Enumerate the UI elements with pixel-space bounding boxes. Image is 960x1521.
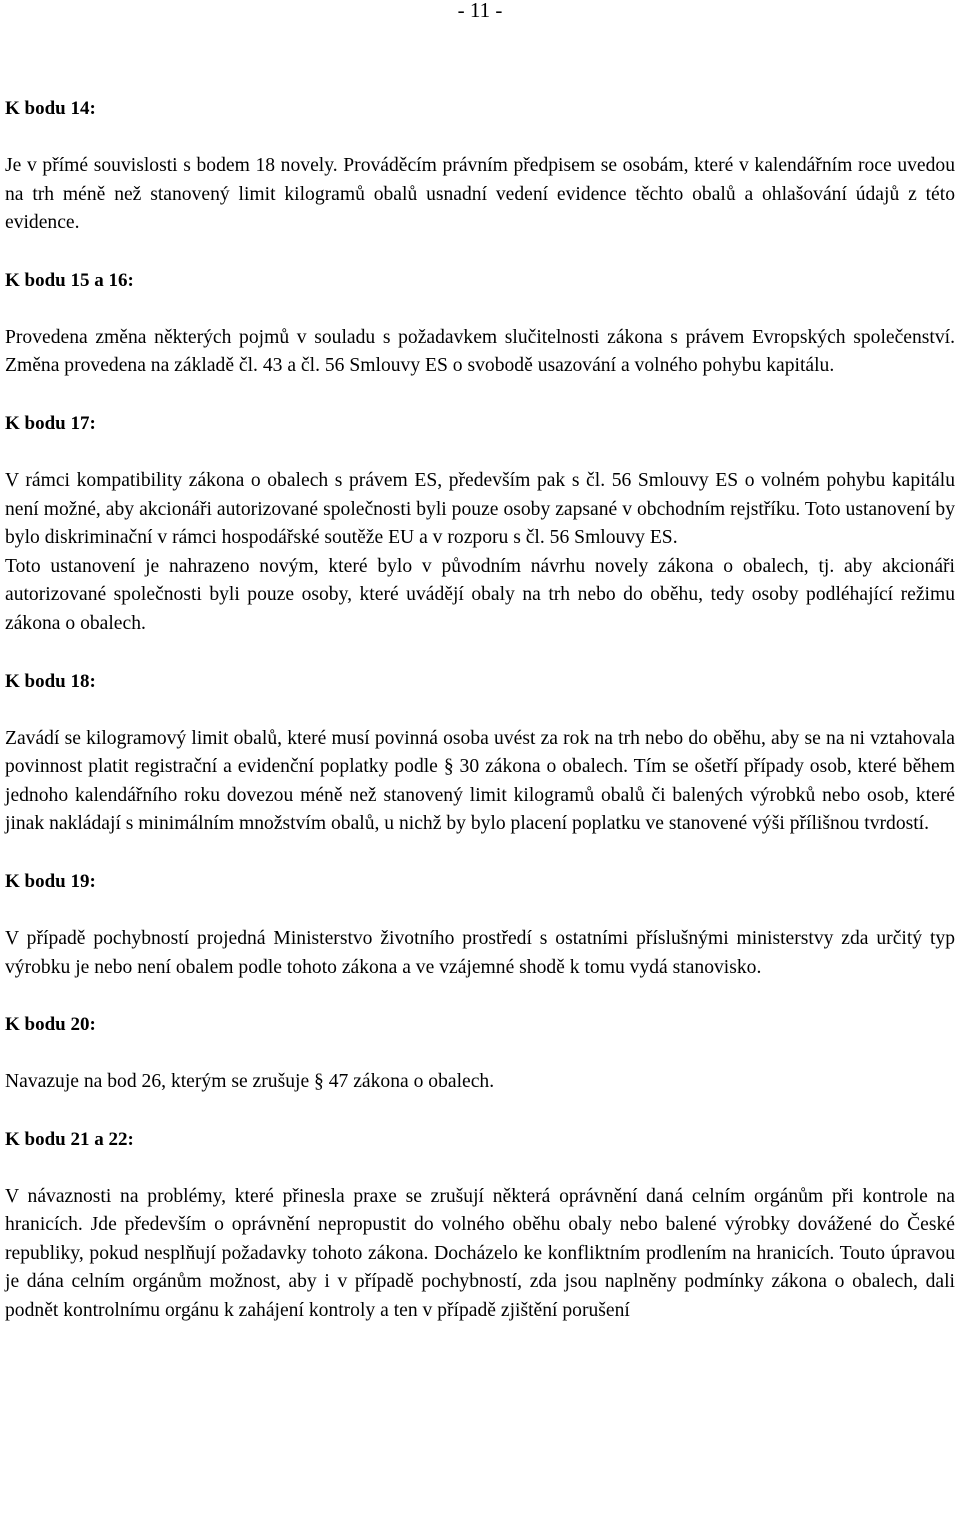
section-paragraph: Navazuje na bod 26, kterým se zrušuje § 47 zákona o obalech. (5, 1071, 495, 1093)
section-bod-15-16 (5, 267, 955, 381)
section-bod-19 (5, 868, 955, 982)
section-paragraph: Zavádí se kilogramový limit obalů, které musí povinná osoba uvést za rok na trh nebo do oběhu, aby se na ni vztahovala povinnost platit registrační a evidenční poplatky podle § 30 zákona o obalech. Tím se ošetří případy osob, které během jednoho kalendářního roku dovezou méně než stanovený limit kilogramů obalů či balených výrobků nebo osob, které jinak nakládají s minimálním množstvím obalů, u nichž by bylo placení poplatku ve stanovené výši přílišnou tvrdostí. (5, 727, 955, 835)
section-bod-17 (5, 410, 955, 639)
section-paragraph: Je v přímé souvislosti s bodem 18 novely. Prováděcím právním předpisem se osobám, které v kalendářním roce uvedou na trh méně než stanovený limit kilogramů obalů usnadní vedení evidence těchto obalů a ohlašování údajů z této evidence. (5, 155, 955, 234)
section-bod-14 (5, 95, 955, 238)
section-paragraph: V rámci kompatibility zákona o obalech s právem ES, především pak s čl. 56 Smlouvy ES o volném pohybu kapitálu není možné, aby akcionáři autorizované společnosti byli pouze osoby zapsané v obchodním rejstříku. Toto ustanovení by bylo diskriminační v rámci hospodářské soutěže EU a v rozporu s čl. 56 Smlouvy ES. (5, 469, 955, 549)
section-heading: K bodu 21 a 22: (5, 1128, 134, 1150)
section-bod-18 (5, 668, 955, 839)
section-bod-20 (5, 1011, 955, 1097)
section-paragraph: Provedena změna některých pojmů v souladu s požadavkem slučitelnosti zákona s právem Evropských společenství. Změna provedena na základě čl. 43 a čl. 56 Smlouvy ES o svobodě usazování a volného pohybu kapitálu. (5, 326, 955, 377)
section-heading: K bodu 18: (5, 670, 96, 692)
section-heading: K bodu 19: (5, 870, 96, 892)
page-number: - 11 - (457, 0, 503, 22)
document-body (5, 95, 955, 1326)
section-paragraph: Toto ustanovení je nahrazeno novým, které bylo v původním návrhu novely zákona o obalech, tj. aby akcionáři autorizované společnosti byli pouze osoby, které uvádějí obaly na trh nebo do oběhu, tedy osoby podléhající režimu zákona o obalech. (5, 555, 955, 634)
section-bod-21-22 (5, 1126, 955, 1326)
section-heading: K bodu 17: (5, 412, 96, 434)
section-paragraph: V návaznosti na problémy, které přinesla praxe se zrušují některá oprávnění daná celním orgánům při kontrole na hranicích. Jde především o oprávnění nepropustit do volného oběhu obaly nebo balené výrobky dovážené do České republiky, pokud nesplňují požadavky tohoto zákona. Docházelo ke konfliktním prodlením na hranicích. Touto úpravou je dána celním orgánům možnost, aby i v případě pochybností, zda jsou naplněny podmínky zákona o obalech, dali podnět kontrolnímu orgánu k zahájení kontroly a ten v případě zjištění porušení (5, 1185, 955, 1322)
section-paragraph: V případě pochybností projedná Ministerstvo životního prostředí s ostatními příslušnými ministerstvy zda určitý typ výrobku je nebo není obalem podle tohoto zákona a ve vzájemné shodě k tomu vydá stanovisko. (5, 927, 955, 978)
section-heading: K bodu 20: (5, 1014, 96, 1036)
section-heading: K bodu 14: (5, 98, 96, 119)
section-heading: K bodu 15 a 16: (5, 269, 134, 291)
